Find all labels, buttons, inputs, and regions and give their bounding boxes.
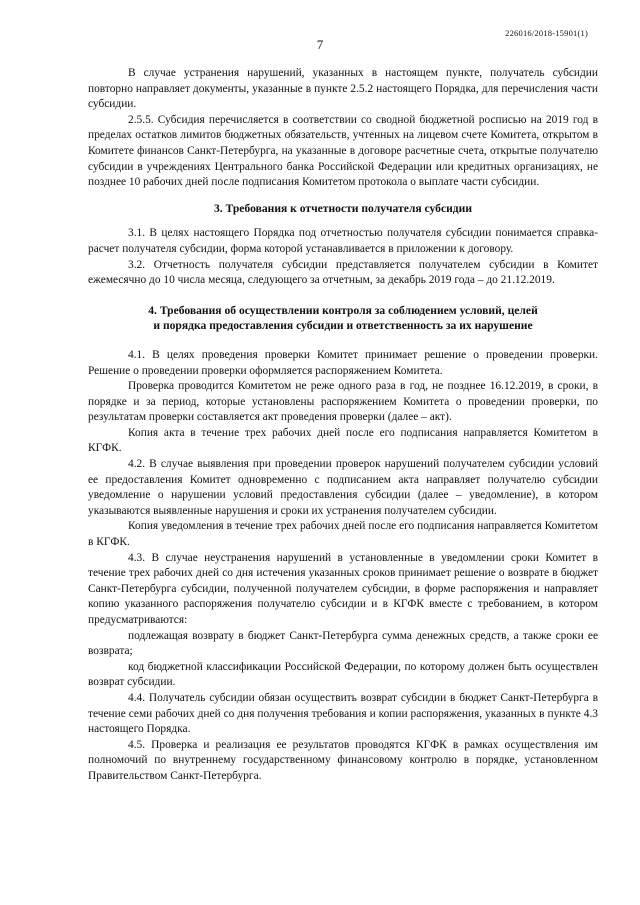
paragraph: 4.4. Получатель субсидии обязан осуществить возврат субсидии в бюджет Санкт-Петербурга в течение семи рабочих дней со дня получения требования и копии распоряжения, указанных в пункте 4.3 настоящего Порядка.	[88, 691, 598, 736]
paragraph: Копия акта в течение трех рабочих дней после его подписания направляется Комитетом в КГФК.	[88, 426, 598, 455]
paragraph: 3.1. В целях настоящего Порядка под отчетностью получателя субсидии понимается справка-расчет получателя субсидии, форма которой устанавливается в приложении к договору.	[88, 227, 598, 255]
paragraph: 3.2. Отчетность получателя субсидии представляется получателем субсидии в Комитет ежемесячно до 10 числа месяца, следующего за отчетным, за декабрь 2019 года – до 21.12.2019.	[88, 258, 598, 287]
paragraph: 4.5. Проверка и реализация ее результатов проводятся КГФК в рамках осуществления им полномочий по внутреннему государственному финансовому контролю в порядке, установленном Правительством Санкт-Петербурга.	[88, 738, 598, 782]
paragraph: Копия уведомления в течение трех рабочих дней после его подписания направляется Комитетом в КГФК.	[88, 520, 598, 549]
paragraph: подлежащая возврату в бюджет Санкт-Петербурга сумма денежных средств, а также сроки ее возврата;	[88, 629, 598, 658]
paragraph: Проверка проводится Комитетом не реже одного раза в год, не позднее 16.12.2019, в сроки, в порядке и за период, которые установлены распоряжением Комитета о проведении проверки, по результатам проверки составляется акт проведения проверки (далее – акт).	[88, 380, 598, 424]
page-number: 7	[316, 37, 324, 52]
section-heading: 3. Требования к отчетности получателя субсидии	[213, 201, 473, 215]
document-registration-number: 226016/2018-15901(1)	[505, 28, 588, 38]
document-body	[88, 66, 598, 785]
section-heading-line-1: 4. Требования об осуществлении контроля за соблюдением условий, целей	[148, 303, 538, 317]
section-heading-line-2: и порядка предоставления субсидии и ответственность за их нарушение	[153, 319, 533, 333]
paragraph: В случае устранения нарушений, указанных в настоящем пункте, получатель субсидии повторно направляет документы, указанные в пункте 2.5.2 настоящего Порядка, для перечисления части субсидии.	[88, 67, 598, 111]
paragraph: код бюджетной классификации Российской Федерации, по которому должен быть осуществлен возврат субсидии.	[88, 660, 598, 689]
paragraph: 2.5.5. Субсидия перечисляется в соответствии со сводной бюджетной росписью на 2019 год в пределах остатков лимитов бюджетных обязательств, учтенных на лицевом счете Комитета, открытом в Комитете финансов Санкт-Петербурга, на указанные в договоре расчетные счета, открытые получателю субсидии в учреждениях Центрального банка Российской Федерации или кредитных организациях, не позднее 10 рабочих дней после подписания Комитетом протокола о выплате части субсидии.	[88, 113, 598, 189]
paragraph: 4.3. В случае неустранения нарушений в установленные в уведомлении сроки Комитет в течение трех рабочих дней со дня истечения указанных сроков принимает решение о возврате в бюджет Санкт-Петербурга субсидии, полученной получателем субсидии, в форме распоряжения и направляет копию указанного распоряжения получателю субсидии и в КГФК вместе с требованием, в котором предусматриваются:	[88, 551, 598, 626]
paragraph: 4.2. В случае выявления при проведении проверок нарушений получателем субсидии условий ее предоставления Комитет одновременно с подписанием акта направляет получателю субсидии уведомление о нарушении условий предоставления субсидии (далее – уведомление), в котором указываются выявленные нарушения и сроки их устранения получателем субсидии.	[88, 458, 598, 517]
paragraph: 4.1. В целях проведения проверки Комитет принимает решение о проведении проверки. Решение о проведении проверки оформляется распоряжением Комитета.	[88, 348, 598, 377]
